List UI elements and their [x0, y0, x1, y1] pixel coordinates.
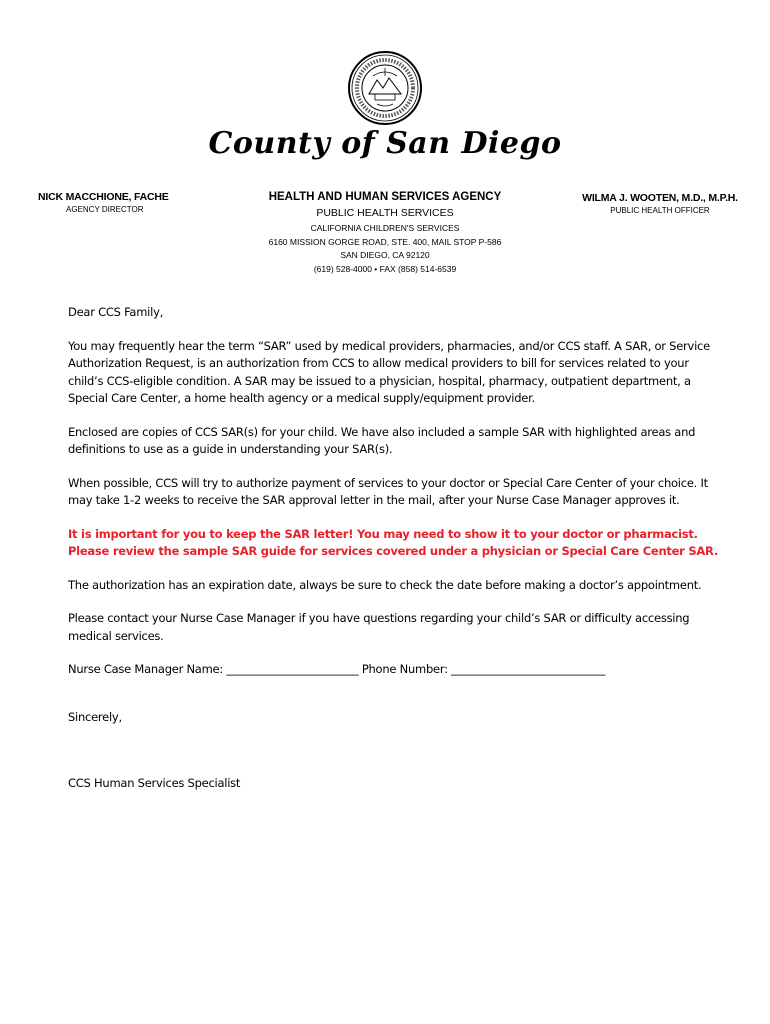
- address-line-1: 6160 MISSION GORGE ROAD, STE. 400, MAIL STOP P-586: [268, 236, 502, 247]
- important-notice: It is important for you to keep the SAR letter! You may need to show it to your doctor or pharmacist. Please review the sample SAR guide for services covered under a physician or Special Care Center SAR.: [68, 526, 718, 558]
- closing: Sincerely,: [68, 709, 122, 724]
- director-name: NICK MACCHIONE, FACHE: [38, 191, 169, 203]
- contact-fields-line: Nurse Case Manager Name: ________________________ Phone Number: ____________________________: [68, 662, 606, 676]
- paragraph-sar-definition: You may frequently hear the term “SAR” used by medical providers, pharmacies, and/or CCS staff. A SAR, or Service Authorization Request, is an authorization from CCS to allow medical providers to bill for services related to your child’s CCS-eligible condition. A SAR may be issued to a physician, hospital, pharmacy, outpatient department, a Special Care Center, a home health agency or a medical supply/equipment provider.: [68, 338, 710, 405]
- phone-fax: (619) 528-4000 • FAX (858) 514-6539: [313, 263, 457, 274]
- health-officer-block: [560, 192, 760, 215]
- paragraph-enclosed-copies: Enclosed are copies of CCS SAR(s) for your child. We have also included a sample SAR with highlighted areas and definitions to use as a guide in understanding your SAR(s).: [68, 424, 696, 456]
- officer-title: PUBLIC HEALTH OFFICER: [610, 206, 710, 215]
- address-line-2: SAN DIEGO, CA 92120: [340, 250, 430, 260]
- county-title: County of San Diego: [208, 126, 562, 161]
- division-name: CALIFORNIA CHILDREN'S SERVICES: [310, 223, 460, 233]
- agency-address-block: [235, 191, 535, 275]
- officer-name: WILMA J. WOOTEN, M.D., M.P.H.: [582, 192, 738, 204]
- paragraph-contact: Please contact your Nurse Case Manager if you have questions regarding your child’s SAR or difficulty accessing medical services.: [68, 611, 690, 643]
- director-title: AGENCY DIRECTOR: [66, 205, 144, 214]
- agency-name: HEALTH AND HUMAN SERVICES AGENCY: [268, 191, 502, 203]
- letter-body: [68, 304, 718, 793]
- county-seal-icon: [347, 50, 423, 126]
- salutation: Dear CCS Family,: [68, 305, 164, 319]
- signature-title: CCS Human Services Specialist: [68, 776, 241, 790]
- paragraph-expiration: The authorization has an expiration date, always be sure to check the date before making a doctor’s appointment.: [68, 577, 702, 592]
- agency-director-block: [38, 191, 228, 214]
- paragraph-authorization-timing: When possible, CCS will try to authorize payment of services to your doctor or Special Care Center of your choice. It may take 1-2 weeks to receive the SAR approval letter in the mail, after your Nurse Case Manager approves it.: [68, 475, 708, 507]
- department-name: PUBLIC HEALTH SERVICES: [316, 207, 454, 219]
